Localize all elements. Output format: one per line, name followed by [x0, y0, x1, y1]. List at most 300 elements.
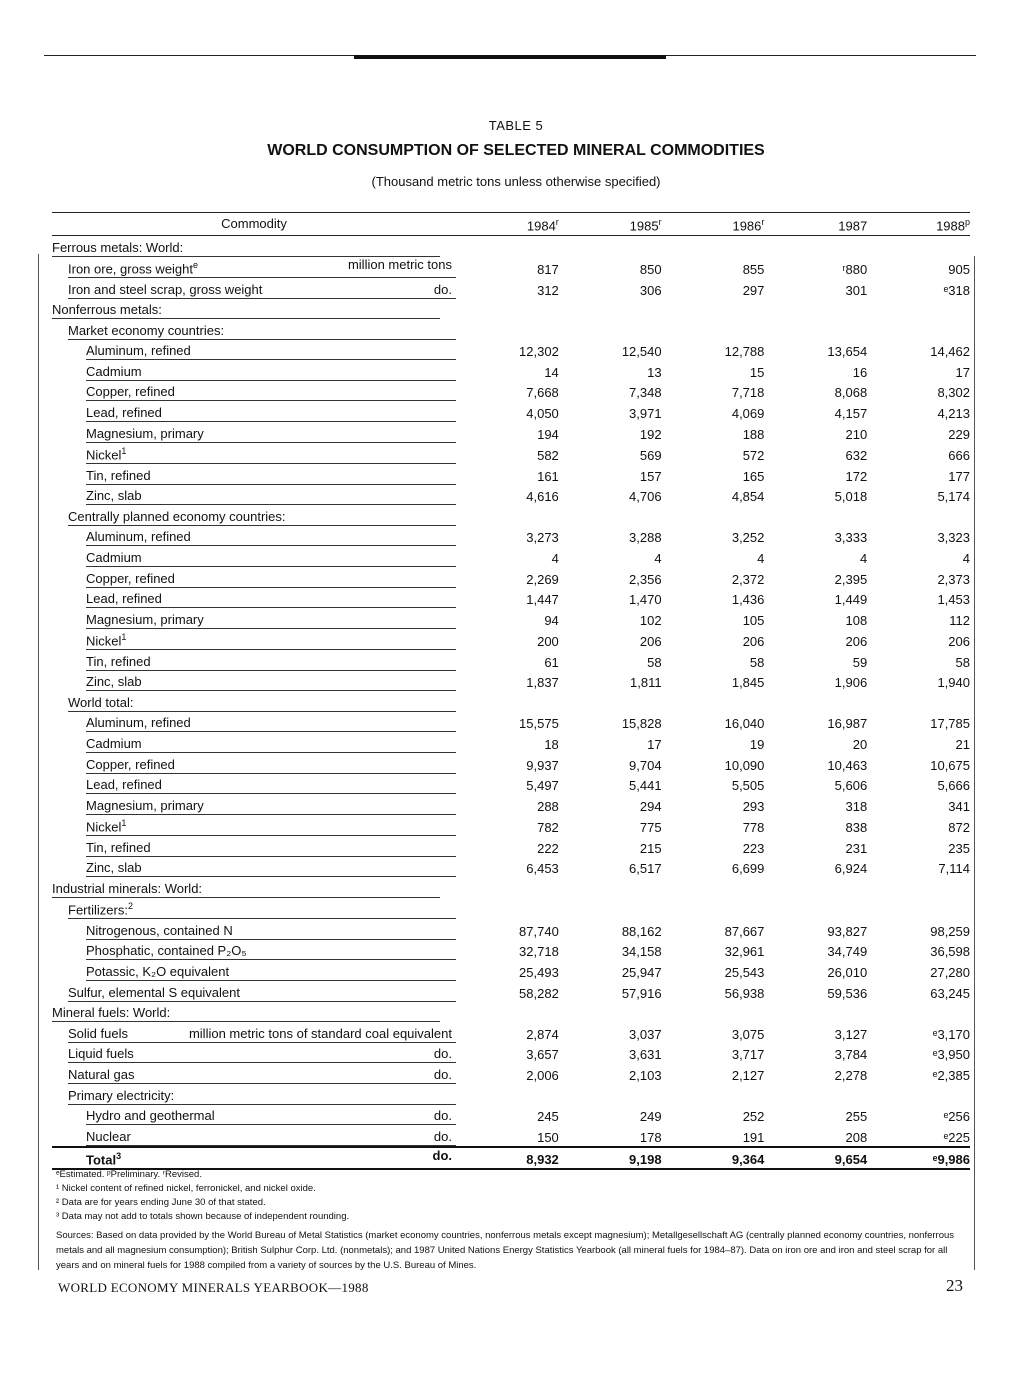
- value-cell: 56,938: [724, 985, 765, 1001]
- value-cell: 87,740: [519, 923, 559, 939]
- value-cell: 231: [845, 840, 868, 856]
- value-cell: 817: [537, 261, 559, 277]
- value-cell: 4,069: [731, 406, 765, 422]
- value-cell: 206: [845, 634, 868, 650]
- table-row: [52, 340, 970, 361]
- commodity-cell: [52, 691, 456, 712]
- commodity-label: Mineral fuels: World:: [52, 1005, 171, 1021]
- footnote-marker: 2: [127, 900, 133, 911]
- value-cell: 1,811: [630, 675, 662, 691]
- commodity-label: Magnesium, primary: [86, 797, 204, 813]
- value-cell: ᵉ3,170: [932, 1026, 970, 1042]
- value-cell: 16: [852, 364, 868, 380]
- value-cell: 10,463: [827, 757, 868, 773]
- commodity-label: Nickel$^1$: [86, 445, 127, 462]
- value-cell: 293: [742, 798, 765, 814]
- table-row: [52, 464, 970, 485]
- value-cell: 318: [845, 798, 868, 814]
- value-cell: [559, 299, 662, 320]
- commodity-cell: [52, 794, 456, 815]
- value-cell: 58: [955, 654, 970, 670]
- value-cell: 9,937: [526, 757, 559, 773]
- table-row: [52, 567, 970, 588]
- column-header-year: 1985$^r$: [559, 213, 662, 236]
- value-cell: 666: [948, 448, 970, 463]
- value-cell: 13,654: [827, 344, 868, 360]
- commodity-label: Nonferrous metals:: [52, 302, 162, 318]
- commodity-cell: [52, 877, 456, 898]
- commodity-cell: [52, 940, 456, 961]
- commodity-cell: [52, 857, 456, 878]
- value-cell: 87,667: [724, 923, 765, 939]
- commodity-label: Nuclear: [86, 1128, 131, 1144]
- value-cell: 178: [639, 1129, 662, 1145]
- footnote-marker: 1: [121, 445, 127, 456]
- value-cell: 8,302: [937, 385, 970, 401]
- value-cell: [867, 1002, 970, 1023]
- value-cell: 172: [845, 468, 868, 484]
- value-cell: 288: [537, 798, 559, 814]
- value-cell: 838: [845, 820, 868, 836]
- table-row: [52, 919, 970, 940]
- commodity-cell: [52, 443, 456, 464]
- value-cell: 2,372: [731, 571, 765, 587]
- commodity-cell: [52, 919, 456, 940]
- value-cell: 9,364: [662, 1147, 765, 1170]
- value-cell: 59: [852, 654, 868, 670]
- commodity-label: Cadmium: [86, 736, 142, 752]
- value-cell: 21: [955, 737, 970, 753]
- commodity-label: Lead, refined: [86, 591, 162, 607]
- table-row: [52, 526, 970, 547]
- footnote-marker: 1: [121, 631, 127, 642]
- commodity-label: Tin, refined: [86, 839, 151, 855]
- value-cell: 778: [742, 820, 765, 836]
- value-cell: 192: [639, 426, 662, 442]
- value-cell: 94: [544, 612, 559, 628]
- value-cell: [662, 236, 765, 257]
- table-row: [52, 857, 970, 878]
- value-cell: 16,987: [827, 716, 868, 732]
- value-cell: 255: [845, 1109, 868, 1125]
- publication-footer: WORLD ECONOMY MINERALS YEARBOOK—1988: [58, 1280, 369, 1295]
- commodity-label: Copper, refined: [86, 570, 175, 586]
- value-cell: 7,718: [731, 385, 765, 401]
- commodity-label: Nitrogenous, contained N: [86, 922, 233, 938]
- value-cell: 1,436: [731, 592, 765, 608]
- commodity-label: Hydro and geothermal: [86, 1108, 215, 1124]
- value-cell: 102: [639, 612, 662, 628]
- commodity-cell: [52, 981, 456, 1002]
- value-cell: 3,288: [629, 530, 662, 546]
- value-cell: 3,784: [834, 1047, 868, 1063]
- table-row: [52, 360, 970, 381]
- value-cell: 2,127: [731, 1068, 765, 1084]
- unit-label: million metric tons: [347, 256, 452, 272]
- value-cell: 206: [948, 634, 970, 650]
- commodity-label: Market economy countries:: [68, 322, 225, 338]
- unit-label: do.: [433, 1067, 452, 1083]
- value-cell: 572: [742, 448, 765, 463]
- value-cell: 3,657: [526, 1047, 559, 1063]
- value-cell: [559, 236, 662, 257]
- commodity-label: Iron and steel scrap, gross weight: [68, 281, 263, 297]
- value-cell: 3,631: [629, 1047, 662, 1063]
- commodity-label: Solid fuels: [68, 1025, 128, 1041]
- commodity-label: Aluminum, refined: [86, 529, 191, 545]
- value-cell: 14,462: [930, 344, 970, 360]
- unit-label: do.: [432, 1148, 452, 1164]
- value-cell: 18: [544, 737, 559, 753]
- commodity-cell: [52, 340, 456, 361]
- value-cell: [662, 1002, 765, 1023]
- table-body: [52, 236, 970, 1170]
- commodity-cell: [52, 505, 456, 526]
- value-cell: 294: [639, 798, 662, 814]
- unit-label: million metric tons of standard coal equivalent: [188, 1025, 452, 1041]
- table-row: [52, 1043, 970, 1064]
- sources-note: Sources: Based on data provided by the World Bureau of Metal Statistics (market economy countries, nonferrous metals except magnesium); Metallgesellschaft AG (centrally planned economy countries, nonferrous metals and all magnesium consumption); British Sulphur Corp. Ltd. (nonmetals); and 1987 United Nations Energy Statistics Yearbook (all mineral fuels for 1984–87). Data on iron ore and iron and steel scrap for all years and on mineral fuels for 1988 compiled from a variety of sources by the U.S. Bureau of Mines.: [56, 1230, 955, 1271]
- value-cell: [559, 1084, 662, 1105]
- table-row: [52, 650, 970, 671]
- commodity-label: Natural gas: [68, 1067, 135, 1083]
- value-cell: 1,845: [731, 675, 765, 691]
- commodity-label: Zinc, slab: [86, 488, 142, 504]
- value-cell: ᵉ225: [943, 1129, 970, 1145]
- commodity-label: Magnesium, primary: [86, 425, 204, 441]
- commodity-cell: [52, 381, 456, 402]
- right-margin-rule: [974, 256, 975, 1270]
- table-number: TABLE 5: [488, 118, 544, 133]
- commodity-label: Ferrous metals: World:: [52, 239, 184, 255]
- commodity-label: Sulfur, elemental S equivalent: [68, 984, 240, 1000]
- value-cell: 569: [639, 448, 662, 463]
- value-cell: 872: [948, 820, 970, 836]
- value-cell: 223: [742, 840, 765, 856]
- value-cell: 2,874: [526, 1026, 559, 1042]
- commodity-label: Phosphatic, contained P₂O₅: [86, 943, 247, 959]
- value-cell: ᵉ2,385: [932, 1068, 970, 1084]
- value-cell: 3,037: [629, 1026, 662, 1042]
- value-cell: 4: [551, 550, 559, 566]
- table-row: [52, 1063, 970, 1084]
- value-cell: 4,050: [526, 406, 559, 422]
- value-cell: 1,449: [834, 592, 868, 608]
- value-cell: 10,090: [724, 757, 765, 773]
- value-cell: [456, 319, 559, 340]
- value-cell: 3,075: [731, 1026, 765, 1042]
- commodity-label: Zinc, slab: [86, 860, 142, 876]
- value-cell: 3,252: [731, 530, 765, 546]
- value-cell: [764, 1002, 867, 1023]
- value-cell: 6,924: [834, 861, 868, 877]
- table-row: [52, 381, 970, 402]
- commodity-label: Lead, refined: [86, 777, 162, 793]
- value-cell: [764, 877, 867, 898]
- value-cell: 782: [537, 820, 559, 836]
- value-cell: 3,127: [834, 1026, 868, 1042]
- value-cell: 161: [537, 468, 559, 484]
- value-cell: [867, 319, 970, 340]
- group-header-row: [52, 505, 970, 526]
- commodity-label: Zinc, slab: [86, 674, 142, 690]
- value-cell: 9,654: [764, 1147, 867, 1170]
- value-cell: 15,575: [519, 716, 559, 732]
- value-cell: 206: [639, 634, 662, 650]
- value-cell: [662, 877, 765, 898]
- commodity-cell: [52, 712, 456, 733]
- value-cell: [456, 299, 559, 320]
- commodity-cell: [52, 422, 456, 443]
- value-cell: 105: [742, 612, 765, 628]
- value-cell: 200: [537, 634, 559, 650]
- value-cell: 632: [845, 448, 868, 463]
- commodity-cell: [52, 774, 456, 795]
- commodity-label: Primary electricity:: [68, 1087, 175, 1103]
- value-cell: [764, 691, 867, 712]
- commodity-label: Liquid fuels: [68, 1046, 134, 1062]
- value-cell: 215: [639, 840, 662, 856]
- value-cell: 208: [845, 1129, 868, 1145]
- group-header-row: [52, 1084, 970, 1105]
- table-row: [52, 794, 970, 815]
- commodity-cell: [52, 753, 456, 774]
- commodity-cell: [52, 567, 456, 588]
- value-cell: 2,356: [629, 571, 662, 587]
- value-cell: 4: [859, 550, 868, 566]
- table-row: [52, 608, 970, 629]
- footnote: ¹ Nickel content of refined nickel, ferronickel, and nickel oxide.: [56, 1183, 316, 1194]
- commodity-cell: [52, 236, 456, 257]
- unit-label: do.: [433, 1128, 452, 1144]
- value-cell: 17: [955, 364, 970, 380]
- commodity-label: Copper, refined: [86, 756, 175, 772]
- value-cell: [764, 898, 867, 919]
- value-cell: [764, 236, 867, 257]
- group-header-row: [52, 1002, 970, 1023]
- table-notes: [56, 1168, 968, 1224]
- value-cell: 850: [639, 261, 662, 277]
- footnote: ³ Data may not add to totals shown because of independent rounding.: [56, 1211, 350, 1222]
- value-cell: 4: [962, 550, 970, 566]
- value-cell: 15: [749, 364, 765, 380]
- value-cell: ᵉ9,986: [867, 1147, 970, 1170]
- notes-legend: ᵉEstimated. ᵖPreliminary. ʳRevised.: [56, 1169, 202, 1180]
- commodity-label: Fertilizers:$^2$: [68, 900, 133, 918]
- value-cell: 17: [647, 737, 662, 753]
- value-cell: 1,470: [629, 592, 662, 608]
- table-row: [52, 671, 970, 692]
- commodity-label: Cadmium: [86, 549, 142, 565]
- value-cell: 19: [749, 737, 765, 753]
- value-cell: 57,916: [621, 985, 662, 1001]
- value-cell: 5,174: [937, 489, 970, 505]
- value-cell: 12,540: [621, 344, 662, 360]
- value-cell: 301: [845, 282, 868, 298]
- value-cell: 2,373: [937, 571, 970, 587]
- value-cell: 4,157: [834, 406, 868, 422]
- group-header-row: [52, 299, 970, 320]
- value-cell: 26,010: [827, 965, 868, 981]
- value-cell: [764, 299, 867, 320]
- value-cell: 4: [757, 550, 765, 566]
- value-cell: 1,453: [937, 592, 970, 608]
- value-cell: [559, 505, 662, 526]
- table-row: [52, 732, 970, 753]
- commodity-cell: [52, 257, 456, 278]
- value-cell: 8,068: [834, 385, 868, 401]
- value-cell: 5,018: [834, 489, 868, 505]
- value-cell: 5,441: [629, 778, 662, 794]
- value-cell: 7,348: [629, 385, 662, 401]
- value-cell: 25,543: [724, 965, 765, 981]
- table-row: [52, 940, 970, 961]
- footnote-marker: 1: [121, 817, 127, 828]
- commodity-cell: [52, 588, 456, 609]
- commodity-cell: [52, 1043, 456, 1064]
- table-row: [52, 1105, 970, 1126]
- table-row: [52, 1022, 970, 1043]
- value-cell: 34,158: [621, 944, 662, 960]
- value-cell: [867, 236, 970, 257]
- group-header-row: [52, 319, 970, 340]
- table-row: [52, 257, 970, 278]
- value-cell: 2,278: [834, 1068, 868, 1084]
- value-cell: 3,323: [937, 530, 970, 546]
- footnote-marker: e: [193, 259, 199, 270]
- value-cell: ᵉ256: [943, 1109, 970, 1125]
- value-cell: [867, 1084, 970, 1105]
- commodity-cell: [52, 1022, 456, 1043]
- value-cell: 3,333: [834, 530, 868, 546]
- value-cell: 6,453: [526, 861, 559, 877]
- commodity-label: Aluminum, refined: [86, 715, 191, 731]
- table-row: [52, 588, 970, 609]
- commodity-cell: [52, 1063, 456, 1084]
- value-cell: 5,497: [526, 778, 559, 794]
- table-row: [52, 712, 970, 733]
- value-cell: 32,961: [724, 944, 765, 960]
- value-cell: 58: [749, 654, 765, 670]
- value-cell: 4,213: [937, 406, 970, 422]
- value-cell: 12,302: [519, 344, 559, 360]
- commodity-cell: [52, 526, 456, 547]
- value-cell: 4,616: [526, 489, 559, 505]
- value-cell: 249: [639, 1109, 662, 1125]
- value-cell: [867, 505, 970, 526]
- value-cell: 5,505: [731, 778, 765, 794]
- value-cell: [867, 877, 970, 898]
- value-cell: [456, 236, 559, 257]
- value-cell: 229: [948, 426, 970, 442]
- value-cell: [662, 299, 765, 320]
- value-cell: 1,906: [834, 675, 868, 691]
- value-cell: 1,940: [937, 675, 970, 691]
- commodity-cell: [52, 960, 456, 981]
- commodity-label: Industrial minerals: World:: [52, 880, 203, 896]
- commodity-label: Magnesium, primary: [86, 611, 204, 627]
- unit-label: do.: [433, 281, 452, 297]
- value-cell: 58: [647, 654, 662, 670]
- commodity-cell: [52, 299, 456, 320]
- value-cell: 16,040: [724, 716, 765, 732]
- value-cell: 9,198: [559, 1147, 662, 1170]
- group-header-row: [52, 898, 970, 919]
- value-cell: 3,717: [731, 1047, 765, 1063]
- value-cell: 1,837: [526, 675, 559, 691]
- value-cell: 112: [949, 612, 970, 628]
- value-cell: [867, 299, 970, 320]
- value-cell: 306: [639, 282, 662, 298]
- value-cell: 2,395: [834, 571, 868, 587]
- value-cell: [456, 1002, 559, 1023]
- value-cell: [559, 877, 662, 898]
- commodity-cell: [52, 608, 456, 629]
- value-cell: 25,493: [519, 965, 559, 981]
- column-header-commodity: Commodity: [52, 213, 456, 236]
- value-cell: 775: [639, 820, 662, 836]
- value-cell: 98,259: [930, 923, 970, 939]
- commodity-label: Lead, refined: [86, 405, 162, 421]
- column-header-year: 1986$^r$: [662, 213, 765, 236]
- commodity-label: Copper, refined: [86, 384, 175, 400]
- value-cell: 150: [537, 1129, 559, 1145]
- commodity-cell: [52, 360, 456, 381]
- value-cell: [764, 505, 867, 526]
- value-cell: [662, 319, 765, 340]
- value-cell: 63,245: [930, 985, 970, 1001]
- table-row: [52, 815, 970, 836]
- value-cell: 222: [537, 840, 559, 856]
- table-row: [52, 960, 970, 981]
- commodity-label: Cadmium: [86, 363, 142, 379]
- commodity-label: Potassic, K₂O equivalent: [86, 964, 230, 980]
- value-cell: 8,932: [456, 1147, 559, 1170]
- column-header-year: 1984$^r$: [456, 213, 559, 236]
- value-cell: 27,280: [930, 965, 970, 981]
- table-row: [52, 753, 970, 774]
- value-cell: 210: [845, 426, 868, 442]
- value-cell: 14: [544, 364, 559, 380]
- table-row: [52, 981, 970, 1002]
- commodity-cell: [52, 1125, 456, 1147]
- commodity-cell: [52, 671, 456, 692]
- value-cell: 108: [845, 612, 868, 628]
- table-title: WORLD CONSUMPTION OF SELECTED MINERAL COMMODITIES: [267, 142, 765, 159]
- value-cell: 93,827: [827, 923, 868, 939]
- commodity-cell: [52, 836, 456, 857]
- value-cell: 5,606: [834, 778, 868, 794]
- value-cell: 20: [852, 737, 868, 753]
- value-cell: 32,718: [519, 944, 559, 960]
- table-header-row: [52, 213, 970, 236]
- commodity-cell: [52, 1084, 456, 1105]
- value-cell: [456, 877, 559, 898]
- value-cell: 6,517: [629, 861, 662, 877]
- commodity-label: Total$^3$: [86, 1151, 122, 1168]
- value-cell: 58,282: [519, 985, 559, 1001]
- value-cell: 7,668: [526, 385, 559, 401]
- commodity-cell: [52, 1147, 456, 1170]
- value-cell: [662, 898, 765, 919]
- commodity-cell: [52, 629, 456, 650]
- value-cell: 245: [537, 1109, 559, 1125]
- table-row: [52, 629, 970, 650]
- value-cell: [559, 1002, 662, 1023]
- value-cell: 6,699: [731, 861, 765, 877]
- value-cell: 17,785: [930, 716, 970, 732]
- value-cell: 582: [537, 448, 559, 463]
